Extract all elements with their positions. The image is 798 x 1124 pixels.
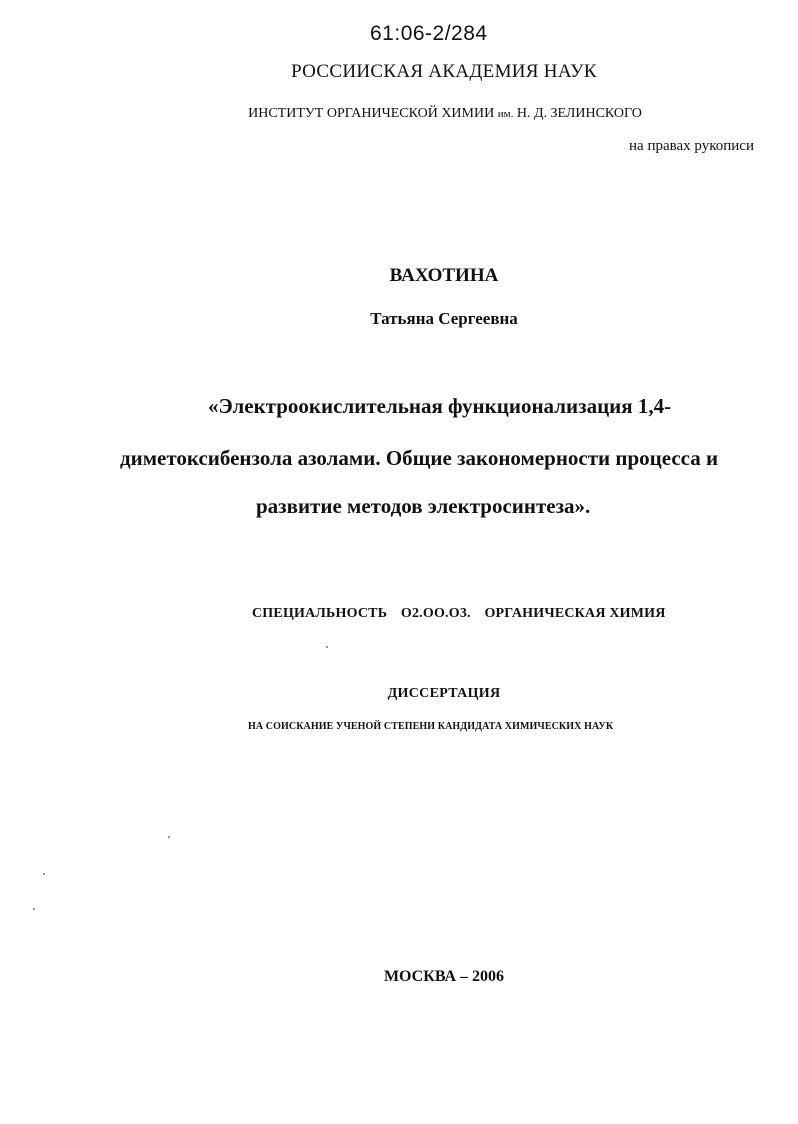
thesis-title-line: диметоксибензола азолами. Общие закономерности процесса и	[120, 446, 719, 470]
place-year: МОСКВА – 2006	[383, 968, 505, 985]
academy-name: РОССИИСКАЯ АКАДЕМИЯ НАУК	[291, 61, 597, 82]
author-surname: ВАХОТИНА	[389, 265, 499, 286]
degree-line: НА СОИСКАНИЕ УЧЕНОЙ СТЕПЕНИ КАНДИДАТА ХИМИЧЕСКИХ НАУК	[248, 721, 614, 732]
scan-speck	[168, 836, 170, 838]
specialty-line	[252, 606, 666, 622]
thesis-title-line: развитие методов электросинтеза».	[256, 494, 591, 518]
institute-person: Н. Д. ЗЕЛИНСКОГО	[516, 106, 642, 121]
scan-speck	[326, 646, 328, 648]
specialty-label: СПЕЦИАЛЬНОСТЬ	[252, 606, 388, 621]
institute-name	[0, 106, 798, 122]
author-given-names: Татьяна Сергеевна	[370, 309, 518, 328]
document-type: ДИССЕРТАЦИЯ	[387, 686, 501, 701]
manuscript-note: на правах рукописи	[629, 138, 754, 154]
archive-code: 61:06-2/284	[370, 22, 488, 45]
scan-speck	[33, 908, 35, 910]
institute-main: ИНСТИТУТ ОРГАНИЧЕСКОЙ ХИМИИ	[248, 106, 495, 121]
institute-abbr: им.	[497, 108, 514, 120]
specialty-name: ОРГАНИЧЕСКАЯ ХИМИЯ	[484, 606, 666, 621]
thesis-title-line: «Электроокислительная функционализация 1,4-	[208, 394, 672, 418]
specialty-code: О2.ОО.О3.	[400, 606, 471, 621]
scan-speck	[43, 873, 45, 875]
